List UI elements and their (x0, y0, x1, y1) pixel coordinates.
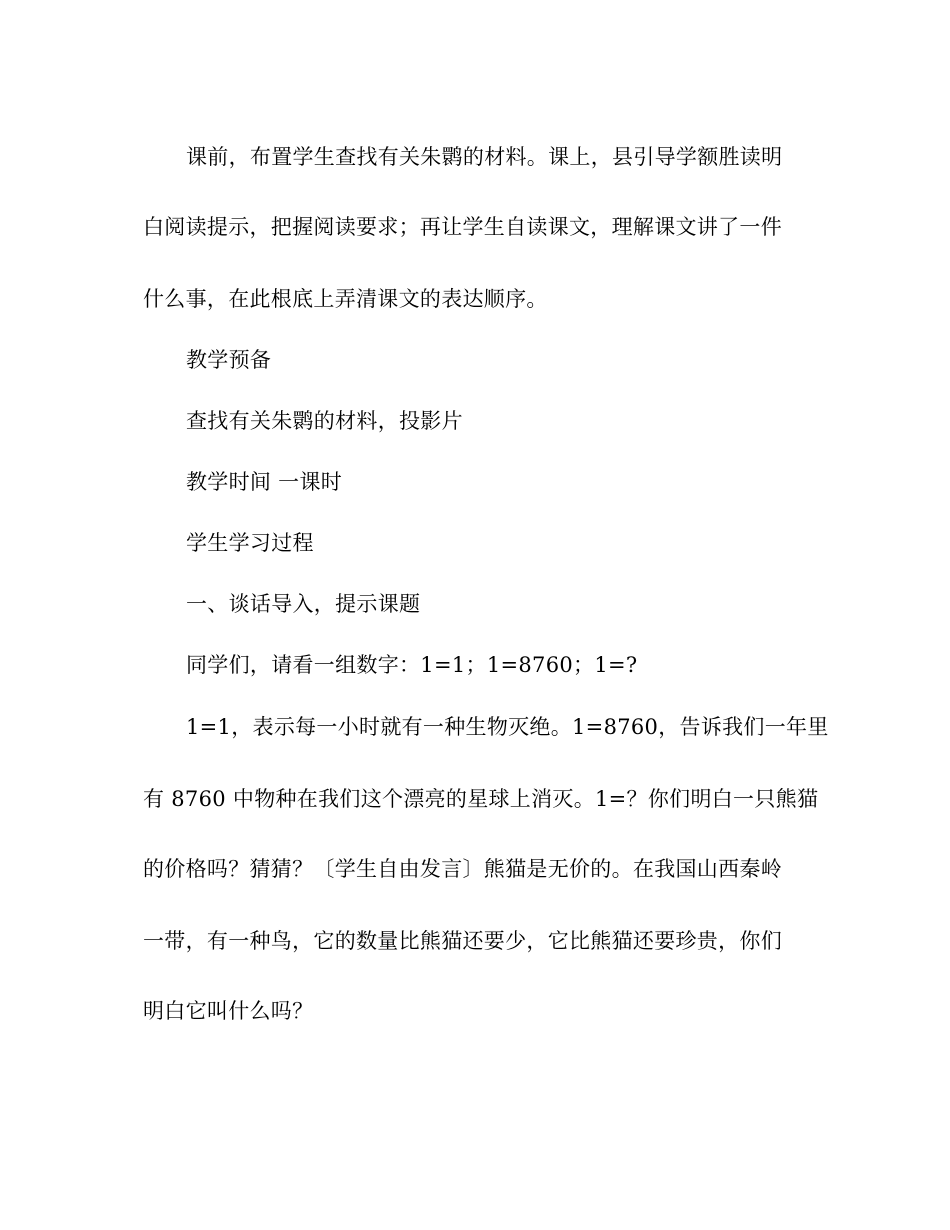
paragraph-line: 课前，布置学生查找有关朱鹮的材料。课上，县引导学额胜读明 (186, 145, 783, 169)
section-heading: 学生学习过程 (186, 531, 314, 555)
paragraph-line: 什么事，在此根底上弄清课文的表达顺序。 (143, 287, 548, 311)
paragraph-line: 白阅读提示，把握阅读要求；再让学生自读课文，理解课文讲了一件 (143, 215, 782, 239)
paragraph-line: 明白它叫什么吗？ (143, 999, 314, 1023)
paragraph-line: 的价格吗？猜猜？〔学生自由发言〕熊猫是无价的。在我国山西秦岭 (143, 857, 782, 881)
section-heading: 教学预备 (186, 348, 272, 372)
paragraph-line: 有 8760 中物种在我们这个漂亮的星球上消灭。1=？你们明白一只熊猫 (143, 787, 819, 811)
section-heading: 一、谈话导入，提示课题 (186, 592, 421, 616)
paragraph-line: 查找有关朱鹮的材料，投影片 (186, 409, 463, 433)
paragraph-line: 1=1，表示每一小时就有一种生物灭绝。1=8760，告诉我们一年里 (186, 715, 829, 739)
paragraph-line: 一带，有一种鸟，它的数量比熊猫还要少，它比熊猫还要珍贵，你们 (143, 929, 782, 953)
section-heading: 教学时间 一课时 (186, 470, 343, 494)
paragraph-line: 同学们，请看一组数字：1=1；1=8760；1=? (186, 653, 638, 677)
